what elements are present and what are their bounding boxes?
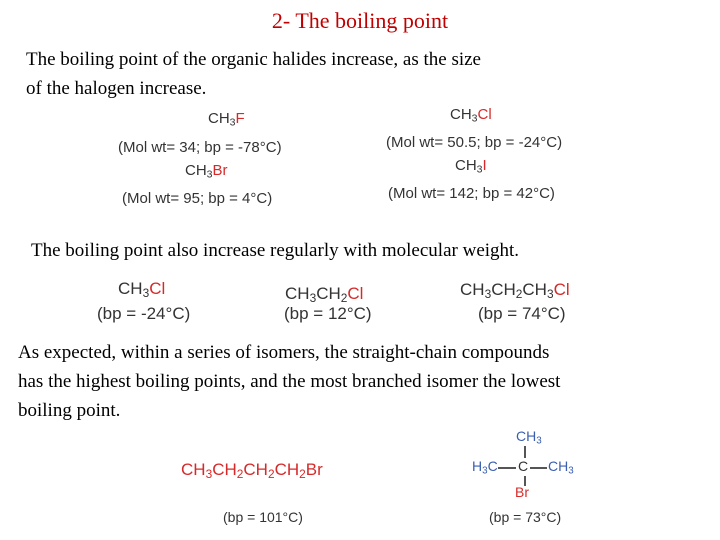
isomers-line-1: As expected, within a series of isomers, the straight-chain compounds bbox=[18, 342, 550, 363]
bp-ch3ch2cl: (bp = 12°C) bbox=[284, 304, 372, 323]
bp-ch3cl: (bp = -24°C) bbox=[97, 304, 191, 323]
bond-vertical-top bbox=[524, 446, 526, 458]
bond-right bbox=[530, 467, 547, 469]
page-title: 2- The boiling point bbox=[271, 8, 449, 33]
isomers-line-2: has the highest boiling points, and the most branched isomer the lowest bbox=[18, 371, 561, 392]
branched-center-carbon: C bbox=[518, 458, 529, 474]
branched-bottom-br: Br bbox=[515, 484, 529, 500]
bp-branched: (bp = 73°C) bbox=[489, 509, 562, 525]
formula-ch3br: $CH_3Br$ bbox=[185, 162, 228, 181]
branched-right-group: $CH_3$ bbox=[548, 458, 574, 477]
bp-ch3ch2ch3cl: (bp = 74°C) bbox=[478, 304, 566, 323]
formula-ch3cl: $CH_3Cl$ bbox=[450, 106, 492, 125]
intro-line-1: The boiling point of the organic halides increase, as the size bbox=[26, 49, 481, 70]
formula-ch3ch2cl: $CH_3CH_2Cl$ bbox=[285, 284, 364, 305]
branched-left-group: $H_3C$ bbox=[472, 458, 498, 477]
intro-line-2: of the halogen increase. bbox=[26, 78, 207, 99]
formula-ch3cl-2: $CH_3Cl$ bbox=[118, 279, 166, 300]
info-ch3cl: (Mol wt= 50.5; bp = -24°C) bbox=[386, 134, 563, 151]
bond-left bbox=[498, 467, 516, 469]
info-ch3f: (Mol wt= 34; bp = -78°C) bbox=[118, 139, 282, 156]
branched-top-group: $CH_3$ bbox=[516, 428, 542, 447]
formula-ch3f: $CH_3F$ bbox=[208, 110, 245, 129]
formula-ch3i: $CH_3I$ bbox=[455, 157, 487, 176]
isomers-line-3: boiling point. bbox=[18, 400, 121, 421]
formula-ch3ch2ch3cl: $CH_3CH_2CH_3Cl$ bbox=[460, 280, 570, 301]
bp-straight-chain: (bp = 101°C) bbox=[223, 509, 303, 525]
molecular-weight-text: The boiling point also increase regularly with molecular weight. bbox=[31, 240, 520, 261]
formula-straight-chain-bromobutane: $CH_3CH_2CH_2CH_2Br$ bbox=[181, 460, 323, 481]
info-ch3br: (Mol wt= 95; bp = 4°C) bbox=[122, 190, 273, 207]
info-ch3i: (Mol wt= 142; bp = 42°C) bbox=[388, 185, 555, 202]
